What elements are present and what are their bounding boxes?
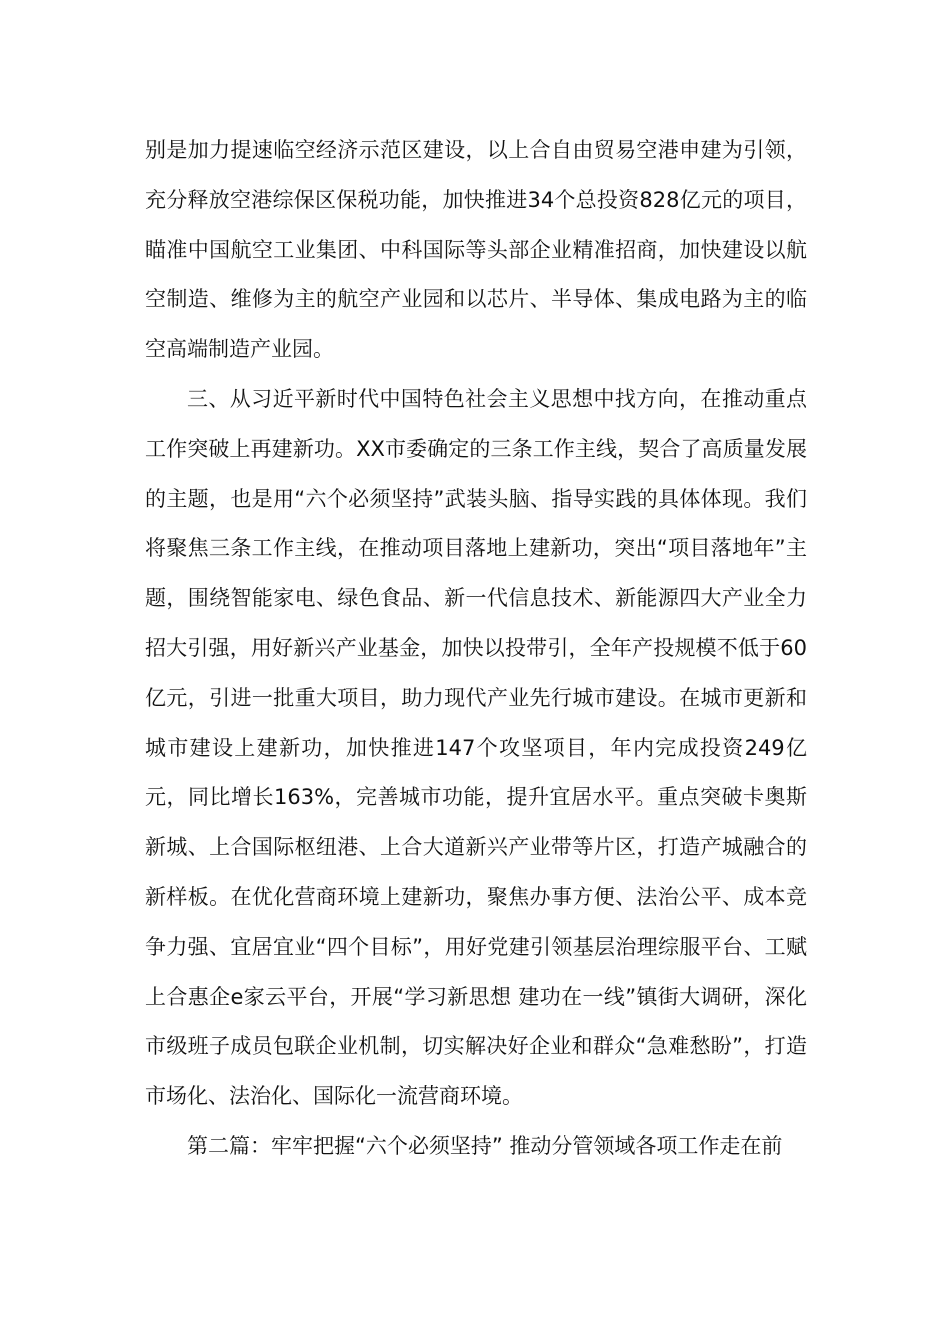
paragraph-second-article-title: 第二篇：牢牢把握“六个必须坚持” 推动分管领域各项工作走在前: [187, 1133, 783, 1158]
paragraph-section-three: 三、从习近平新时代中国特色社会主义思想中找方向，在推动重点工作突破上再建新功。XX市委确定的三条工作主线，契合了高质量发展的主题，也是用“六个必须坚持”武装头脑、指导实践的具体体现。我们将聚焦三条工作主线，在推动项目落地上建新功，突出“项目落地年”主题，围绕智能家电、绿色食品、新一代信息技术、新能源四大产业全力招大引强，用好新兴产业基金，加快以投带引，全年产投规模不低于60亿元，引进一批重大项目，助力现代产业先行城市建设。在城市更新和城市建设上建新功，加快推进147个攻坚项目，年内完成投资249亿元，同比增长163%，完善城市功能，提升宜居水平。重点突破卡奥斯新城、上合国际枢纽港、上合大道新兴产业带等片区，打造产城融合的新样板。在优化营商环境上建新功，聚焦办事方便、法治公平、成本竞争力强、宜居宜业“四个目标”，用好党建引领基层治理综服平台、工赋上合惠企e家云平台，开展“学习新思想 建功在一线”镇街大调研，深化市级班子成员包联企业机制，切实解决好企业和群众“急难愁盼”，打造市场化、法治化、国际化一流营商环境。: [145, 386, 807, 1109]
document-body: [145, 126, 807, 1172]
paragraph-continuation: 别是加力提速临空经济示范区建设，以上合自由贸易空港申建为引领，充分释放空港综保区保税功能，加快推进34个总投资828亿元的项目，瞄准中国航空工业集团、中科国际等头部企业精准招商，加快建设以航空制造、维修为主的航空产业园和以芯片、半导体、集成电路为主的临空高端制造产业园。: [145, 138, 807, 362]
